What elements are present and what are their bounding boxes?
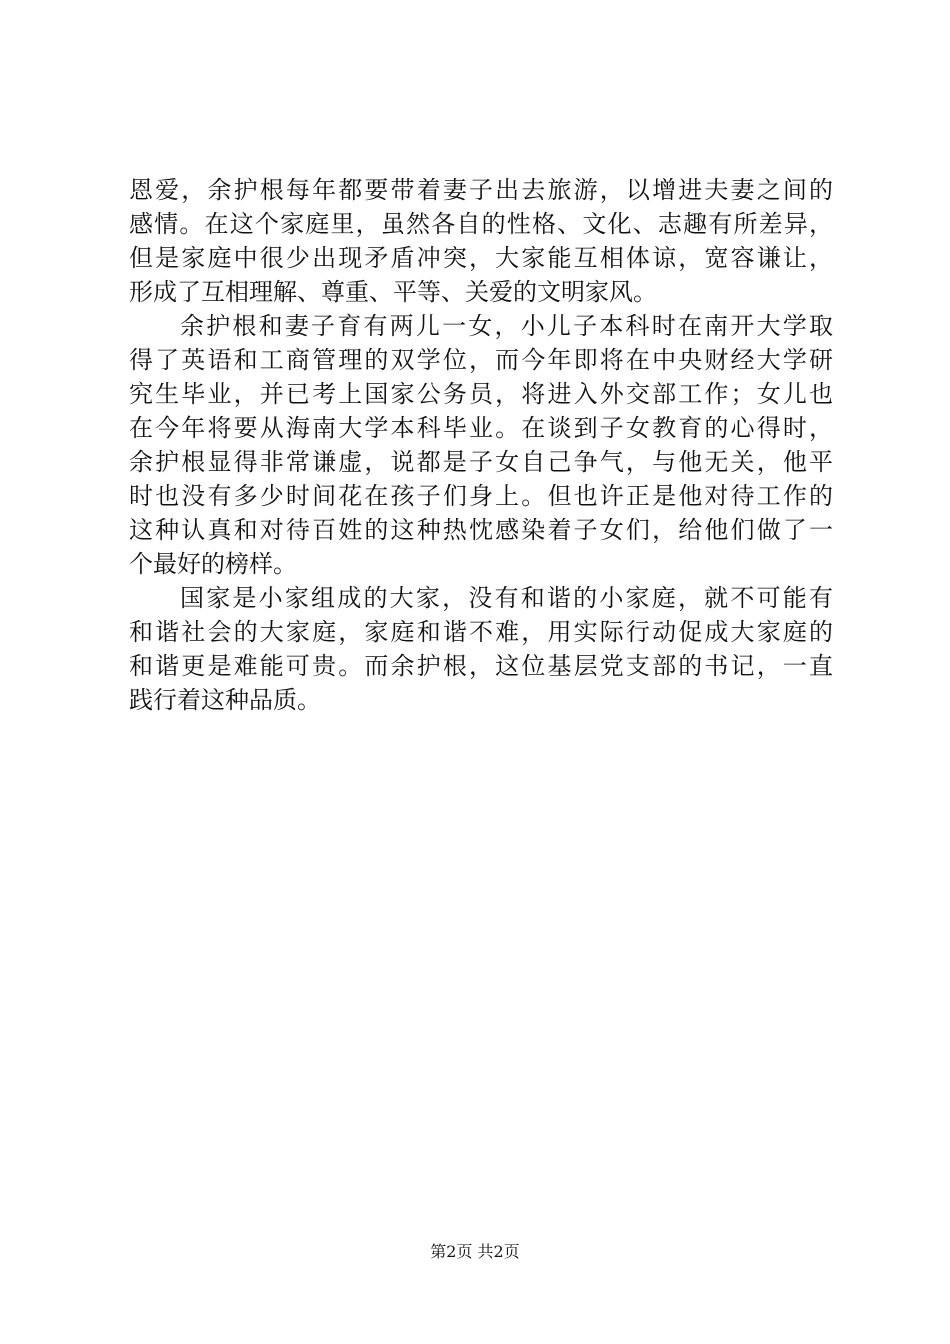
paragraph-1-line-2: 感情。在这个家庭里，虽然各自的性格、文化、志趣有所差异，: [129, 210, 833, 238]
document-body: [129, 173, 833, 717]
paragraph-1-line-3: 但是家庭中很少出现矛盾冲突，大家能互相体谅，宽容谦让，: [129, 244, 833, 272]
paragraph-2-line-4: 在今年将要从海南大学本科毕业。在谈到子女教育的心得时，: [129, 414, 833, 442]
paragraph-3-line-3: 和谐更是难能可贵。而余护根，这位基层党支部的书记，一直: [129, 652, 833, 680]
paragraph-2-line-6: 时也没有多少时间花在孩子们身上。但也许正是他对待工作的: [129, 482, 833, 510]
paragraph-2-line-2: 得了英语和工商管理的双学位，而今年即将在中央财经大学研: [129, 346, 833, 374]
paragraph-3-line-2: 和谐社会的大家庭，家庭和谐不难，用实际行动促成大家庭的: [129, 618, 833, 646]
paragraph-2-line-8: 个最好的榜样。: [129, 550, 297, 578]
paragraph-2-line-5: 余护根显得非常谦虚，说都是子女自己争气，与他无关，他平: [129, 448, 833, 476]
page-footer: 第2页 共2页: [430, 1242, 520, 1261]
paragraph-1-line-1: 恩爱，余护根每年都要带着妻子出去旅游，以增进夫妻之间的: [129, 176, 833, 204]
paragraph-1-line-4: 形成了互相理解、尊重、平等、关爱的文明家风。: [129, 278, 657, 306]
paragraph-2-line-1: 余护根和妻子育有两儿一女，小儿子本科时在南开大学取: [180, 312, 833, 340]
paragraph-3-line-1: 国家是小家组成的大家，没有和谐的小家庭，就不可能有: [180, 584, 833, 612]
paragraph-3-line-4: 践行着这种品质。: [129, 686, 321, 714]
paragraph-2-line-7: 这种认真和对待百姓的这种热忱感染着子女们，给他们做了一: [129, 516, 833, 544]
paragraph-2-line-3: 究生毕业，并已考上国家公务员，将进入外交部工作；女儿也: [129, 380, 833, 408]
